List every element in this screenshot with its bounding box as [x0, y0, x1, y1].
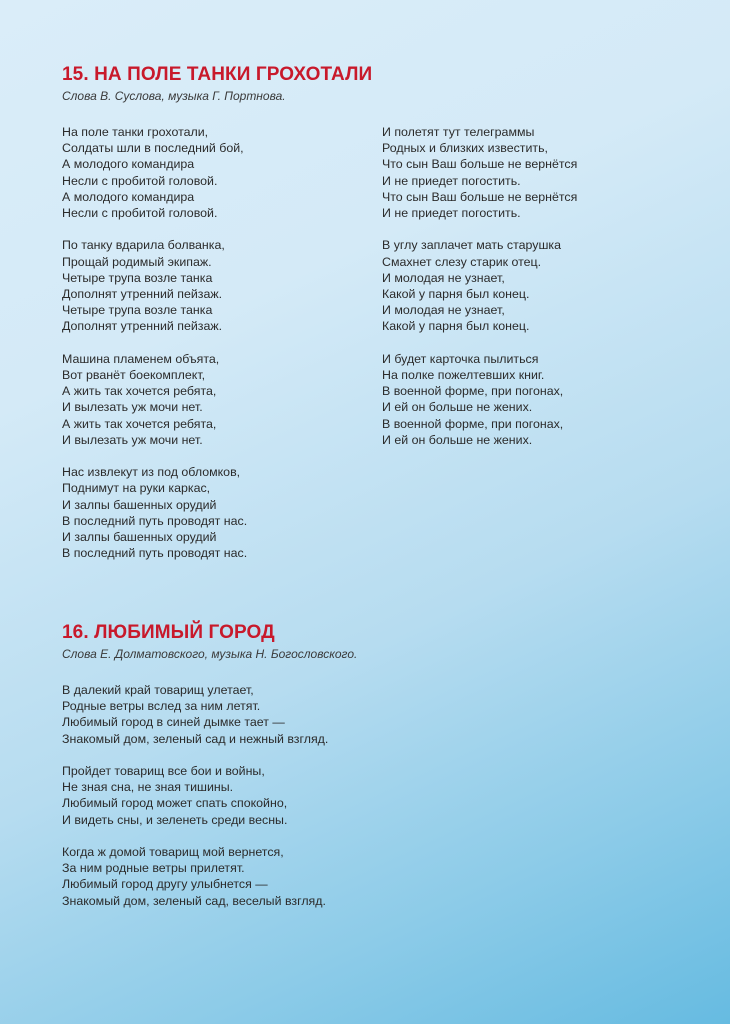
song-16: [62, 621, 482, 925]
lyric-line: И будет карточка пылиться: [382, 351, 539, 366]
lyric-line: Несли с пробитой головой.: [62, 206, 218, 221]
song-title: 16. ЛЮБИМЫЙ ГОРОД: [62, 622, 275, 643]
lyric-line: И ей он больше не жених.: [382, 400, 533, 415]
lyric-line: Четыре трупа возле танка: [62, 303, 213, 318]
lyric-line: Смахнет слезу старик отец.: [382, 254, 542, 269]
lyric-line: Знакомый дом, зеленый сад, веселый взгляд.: [62, 893, 326, 908]
lyric-line: Когда ж домой товарищ мой вернется,: [62, 845, 284, 859]
lyric-line: В последний путь проводят нас.: [62, 513, 248, 528]
lyric-line: И не приедет погостить.: [382, 206, 521, 221]
song-credits: Слова В. Суслова, музыка Г. Портнова.: [62, 89, 286, 103]
lyric-line: Дополнят утренний пейзаж.: [62, 319, 223, 334]
lyric-line: И ей он больше не жених.: [382, 432, 533, 447]
lyric-line: В далекий край товарищ улетает,: [62, 683, 254, 697]
lyric-line: Какой у парня был конец.: [382, 287, 530, 302]
lyric-line: Знакомый дом, зеленый сад и нежный взгляд.: [62, 731, 329, 746]
lyric-line: В последний путь проводят нас.: [62, 546, 248, 561]
lyric-line: Дополнят утренний пейзаж.: [62, 287, 223, 302]
lyric-line: На полке пожелтевших книг.: [382, 368, 545, 383]
lyric-line: Что сын Ваш больше не вернётся: [382, 189, 578, 204]
lyric-line: И вылезать уж мочи нет.: [62, 400, 203, 415]
lyric-line: Солдаты шли в последний бой,: [62, 141, 244, 156]
lyric-line: За ним родные ветры прилетят.: [62, 861, 245, 876]
lyrics-columns: [62, 682, 482, 925]
lyric-line: А жить так хочется ребята,: [62, 384, 217, 399]
stanza: [62, 763, 482, 828]
lyrics-columns: [62, 124, 702, 578]
lyric-line: Не зная сна, не зная тишины.: [62, 780, 234, 795]
song-title: 15. НА ПОЛЕ ТАНКИ ГРОХОТАЛИ: [62, 64, 373, 85]
lyric-line: На поле танки грохотали,: [62, 125, 209, 139]
song-15: [62, 63, 702, 578]
lyrics-column-right: [382, 124, 702, 578]
lyric-line: А молодого командира: [62, 157, 195, 172]
lyrics-column-left: [62, 124, 382, 578]
lyric-line: И не приедет погостить.: [382, 173, 521, 188]
lyric-line: И видеть сны, и зеленеть среди весны.: [62, 812, 288, 827]
stanza: [382, 124, 702, 221]
lyric-line: По танку вдарила болванка,: [62, 238, 225, 253]
stanza: [62, 351, 382, 448]
lyric-line: Машина пламенем объята,: [62, 351, 220, 366]
stanza: [62, 237, 382, 334]
lyric-line: Несли с пробитой головой.: [62, 173, 218, 188]
stanza: [62, 844, 482, 909]
stanza: [62, 682, 482, 747]
lyric-line: А жить так хочется ребята,: [62, 416, 217, 431]
lyric-line: Любимый город другу улыбнется —: [62, 877, 268, 892]
lyric-line: И вылезать уж мочи нет.: [62, 432, 203, 447]
lyric-line: Что сын Ваш больше не вернётся: [382, 157, 578, 172]
lyric-line: И залпы башенных орудий: [62, 497, 217, 512]
lyric-line: И молодая не узнает,: [382, 303, 505, 318]
song-credits: Слова Е. Долматовского, музыка Н. Богословского.: [62, 647, 358, 661]
lyric-line: Родные ветры вслед за ним летят.: [62, 699, 261, 714]
lyric-line: Прощай родимый экипаж.: [62, 254, 212, 269]
lyric-line: И залпы башенных орудий: [62, 530, 217, 545]
lyric-line: Любимый город может спать спокойно,: [62, 796, 288, 811]
lyric-line: Поднимут на руки каркас,: [62, 481, 211, 496]
lyric-line: Родных и близких известить,: [382, 141, 548, 156]
lyric-line: И полетят тут телеграммы: [382, 125, 535, 139]
lyric-line: Вот рванёт боекомплект,: [62, 368, 206, 383]
stanza: [62, 464, 382, 561]
stanza: [62, 124, 382, 221]
lyric-line: В углу заплачет мать старушка: [382, 238, 562, 253]
lyric-line: В военной форме, при погонах,: [382, 416, 564, 431]
lyrics-column-left: [62, 682, 482, 925]
lyric-line: А молодого командира: [62, 189, 195, 204]
lyric-line: Четыре трупа возле танка: [62, 270, 213, 285]
lyric-line: В военной форме, при погонах,: [382, 384, 564, 399]
lyric-line: Любимый город в синей дымке тает —: [62, 715, 285, 730]
stanza: [382, 237, 702, 334]
stanza: [382, 351, 702, 448]
lyric-line: И молодая не узнает,: [382, 270, 505, 285]
lyric-line: Пройдет товарищ все бои и войны,: [62, 764, 265, 778]
lyric-line: Какой у парня был конец.: [382, 319, 530, 334]
lyric-line: Нас извлекут из под обломков,: [62, 465, 241, 480]
